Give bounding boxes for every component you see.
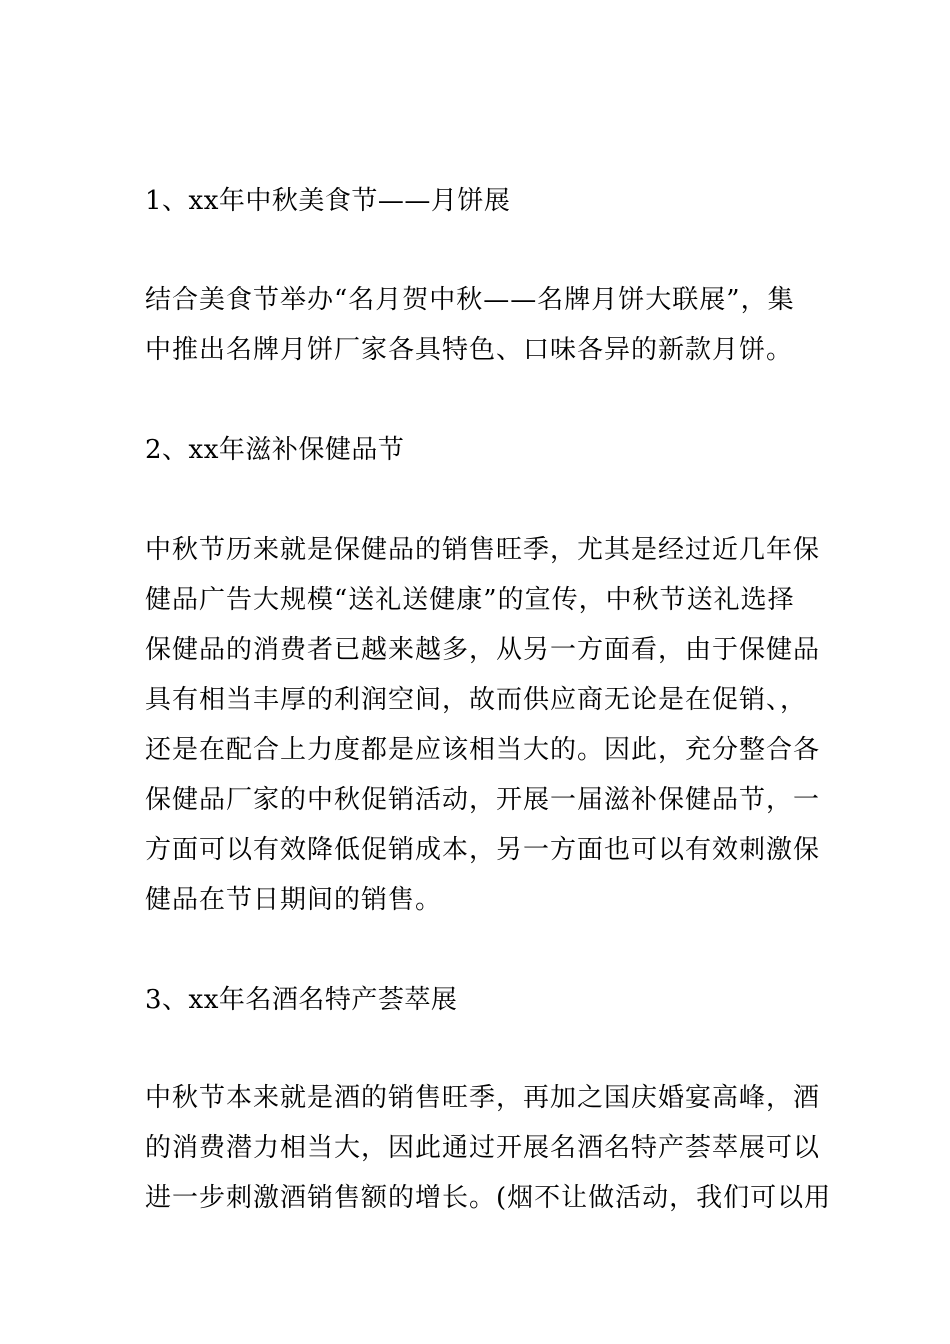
section-3-line-3: 进一步刺激酒销售额的增长。(烟不让做活动，我们可以用: [145, 1183, 832, 1213]
section-3-heading: 3、xx年名酒名特产荟萃展: [145, 985, 458, 1015]
section-2-line-6: 保健品厂家的中秋促销活动，开展一届滋补保健品节，一: [145, 785, 821, 815]
section-1-line-2: 中推出名牌月饼厂家各具特色、口味各异的新款月饼。: [145, 335, 794, 365]
section-1-line-1: 结合美食节举办“名月贺中秋——名牌月饼大联展”，集: [145, 285, 795, 315]
section-2-line-4: 具有相当丰厚的利润空间，故而供应商无论是在促销、，: [145, 685, 808, 715]
section-2-line-7: 方面可以有效降低促销成本，另一方面也可以有效刺激保: [145, 835, 821, 865]
section-2-heading: 2、xx年滋补保健品节: [145, 435, 405, 465]
section-2-line-8: 健品在节日期间的销售。: [145, 885, 443, 915]
section-2-line-5: 还是在配合上力度都是应该相当大的。因此，充分整合各: [145, 735, 821, 765]
section-2-line-1: 中秋节历来就是保健品的销售旺季，尤其是经过近几年保: [145, 535, 821, 565]
section-3-line-1: 中秋节本来就是酒的销售旺季，再加之国庆婚宴高峰，酒: [145, 1083, 821, 1113]
section-2-line-2: 健品广告大规模“送礼送健康”的宣传，中秋节送礼选择: [145, 585, 795, 615]
section-2-line-3: 保健品的消费者已越来越多，从另一方面看，由于保健品: [145, 635, 821, 665]
section-3-line-2: 的消费潜力相当大，因此通过开展名酒名特产荟萃展可以: [145, 1133, 821, 1163]
section-1-heading: 1、xx年中秋美食节——月饼展: [145, 186, 511, 216]
